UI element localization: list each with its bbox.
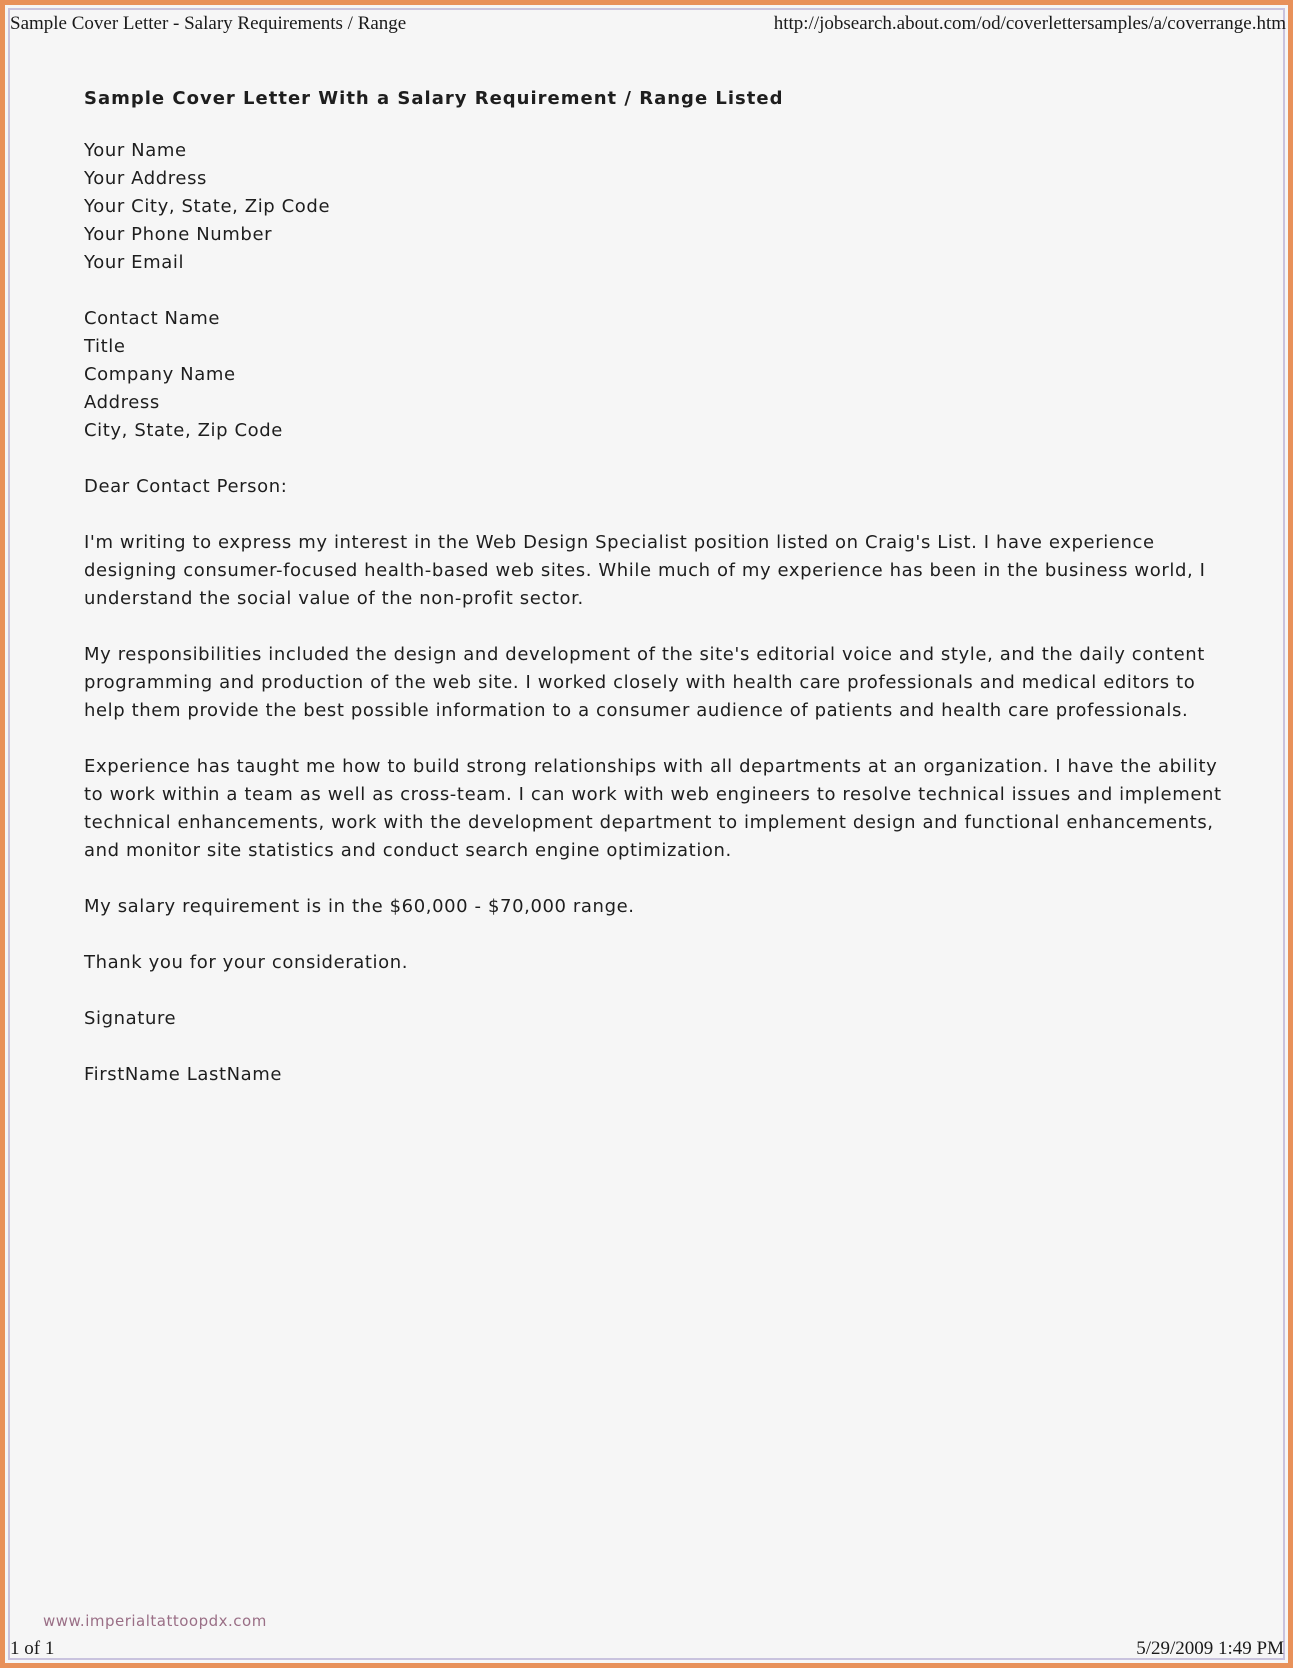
paragraph-line: Experience has taught me how to build strong relationships with all departments at an organization. I have the ability	[84, 756, 1218, 777]
closing-line: Thank you for your consideration.	[84, 952, 409, 973]
recipient-title: Title	[84, 336, 126, 357]
paragraph-line: designing consumer-focused health-based web sites. While much of my experience has been in the business world, I	[84, 560, 1206, 581]
salutation: Dear Contact Person:	[84, 476, 288, 497]
paragraph-line: help them provide the best possible information to a consumer audience of patients and health care professionals.	[84, 700, 1189, 721]
paragraph-experience	[84, 753, 1224, 865]
signature: Signature	[84, 1008, 177, 1029]
letter-body	[84, 85, 1224, 1117]
recipient-city-state-zip: City, State, Zip Code	[84, 420, 283, 441]
recipient-company: Company Name	[84, 364, 236, 385]
paragraph-responsibilities	[84, 641, 1224, 725]
paragraph-line: to work within a team as well as cross-team. I can work with web engineers to resolve technical issues and implement	[84, 784, 1222, 805]
paragraph-line: technical enhancements, work with the development department to implement design and functional enhancements,	[84, 812, 1214, 833]
sender-address: Your Address	[84, 168, 208, 189]
paragraph-line: I'm writing to express my interest in the Web Design Specialist position listed on Craig's List. I have experience	[84, 532, 1155, 553]
sender-phone: Your Phone Number	[84, 224, 273, 245]
paragraph-interest	[84, 529, 1224, 613]
signer-name: FirstName LastName	[84, 1064, 283, 1085]
print-date: 5/29/2009 1:49 PM	[1136, 1638, 1284, 1659]
paragraph-line: programming and production of the web site. I worked closely with health care professionals and medical editors to	[84, 672, 1196, 693]
paragraph-line: and monitor site statistics and conduct search engine optimization.	[84, 840, 732, 861]
page-count: 1 of 1	[10, 1638, 55, 1659]
watermark-url: www.imperialtattoopdx.com	[43, 1612, 267, 1630]
sender-email: Your Email	[84, 252, 185, 273]
salary-requirement: My salary requirement is in the $60,000 - $70,000 range.	[84, 896, 635, 917]
print-header-url: http://jobsearch.about.com/od/coverlettersamples/a/coverrange.htm	[773, 13, 1286, 34]
recipient-address-block	[84, 305, 1224, 445]
recipient-address: Address	[84, 392, 160, 413]
recipient-contact-name: Contact Name	[84, 308, 221, 329]
sender-name: Your Name	[84, 140, 187, 161]
paragraph-line: My responsibilities included the design and development of the site's editorial voice and style, and the daily content	[84, 644, 1205, 665]
paragraph-line: understand the social value of the non-profit sector.	[84, 588, 584, 609]
sender-address-block	[84, 137, 1224, 277]
letter-heading: Sample Cover Letter With a Salary Requirement / Range Listed	[84, 88, 784, 109]
sender-city-state-zip: Your City, State, Zip Code	[84, 196, 331, 217]
print-header-title: Sample Cover Letter - Salary Requirements / Range	[10, 13, 407, 34]
